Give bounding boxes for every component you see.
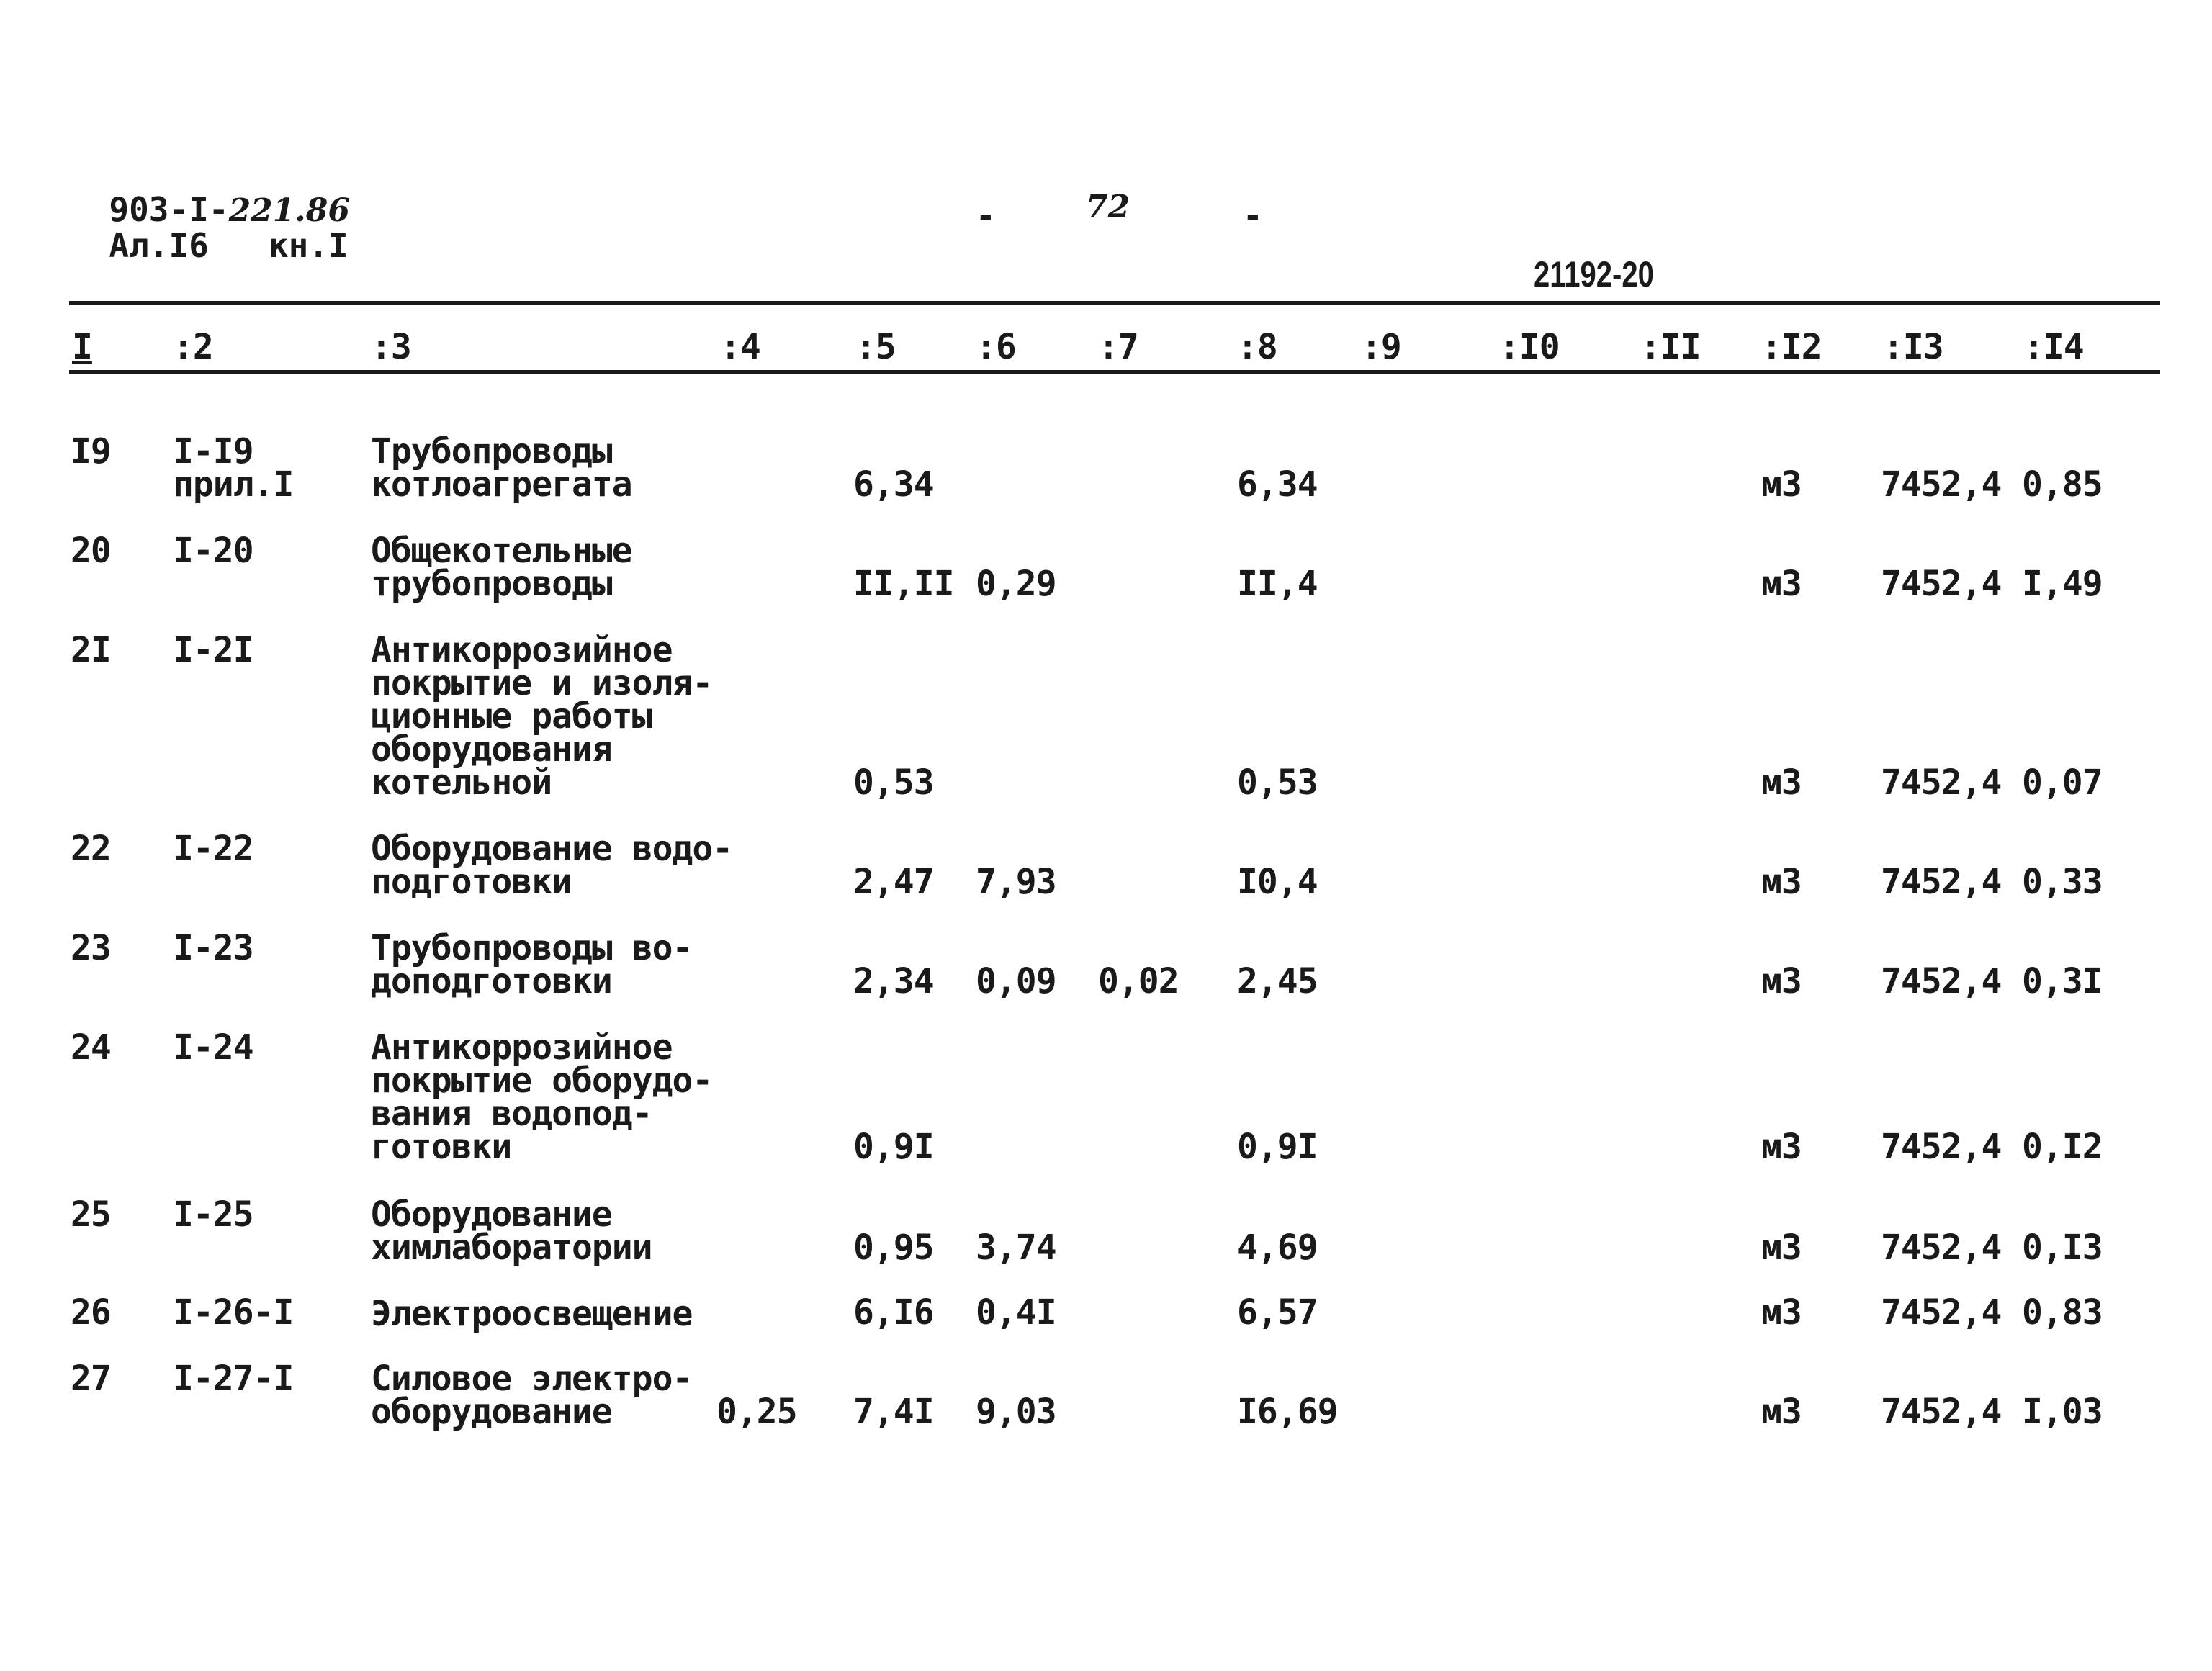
cell-c12: м3 — [1761, 961, 1802, 1001]
cell-c7: 0,02 — [1098, 961, 1179, 1001]
doc-code-prefix: 903-I- — [109, 190, 229, 229]
row-name-line2: покрытие оборудо- — [371, 1060, 713, 1101]
col-header-14: :I4 — [2023, 327, 2084, 367]
cell-c6: 7,93 — [976, 862, 1056, 902]
cell-c14: 0,85 — [2022, 464, 2103, 505]
cell-c5: 6,34 — [853, 464, 934, 505]
table-header-rule — [69, 370, 2160, 374]
row-name-line1: Антикоррозийное — [371, 1027, 673, 1068]
cell-c13: 7452,4 — [1881, 961, 2002, 1001]
col-header-2: :2 — [173, 327, 213, 367]
cell-c8: II,4 — [1237, 564, 1318, 604]
col-header-12: :I2 — [1761, 327, 1822, 367]
row-name-line3: вания водопод- — [371, 1094, 652, 1134]
row-name-line5: котельной — [371, 762, 552, 803]
cell-c14: 0,3I — [2022, 961, 2103, 1001]
cell-c8: 2,45 — [1237, 961, 1318, 1001]
col-header-11: :II — [1640, 327, 1701, 367]
cell-c5: 0,95 — [853, 1228, 934, 1268]
cell-c6: 3,74 — [976, 1228, 1056, 1268]
row-code: I-2I — [173, 630, 253, 670]
cell-c8: 4,69 — [1237, 1228, 1318, 1268]
row-name-line3: ционные работы — [371, 696, 652, 737]
cell-c6: 9,03 — [976, 1392, 1056, 1432]
cell-c14: 0,I2 — [2022, 1127, 2103, 1167]
row-code: I-23 — [173, 928, 253, 968]
sheet-book-line — [69, 196, 349, 265]
doc-code-handwritten: 221.86 — [228, 192, 350, 229]
sheet-label: Ал.I6 — [109, 226, 209, 265]
row-code-line2: прил.I — [173, 464, 294, 505]
col-header-13: :I3 — [1883, 327, 1943, 367]
cell-c6: 0,29 — [976, 564, 1056, 604]
cell-c13: 7452,4 — [1881, 1292, 2002, 1333]
row-name-line2: подготовки — [371, 862, 572, 902]
row-name-line2: трубопроводы — [371, 564, 612, 604]
row-code: I-26-I — [173, 1292, 294, 1333]
cell-c5: 2,34 — [853, 961, 934, 1001]
row-name-line1: Трубопроводы — [371, 431, 612, 472]
archive-number: 21192-20 — [1534, 254, 1654, 294]
row-number: 22 — [71, 829, 111, 869]
cell-c14: 0,33 — [2022, 862, 2103, 902]
cell-c8: I0,4 — [1237, 862, 1318, 902]
cell-c8: 6,57 — [1237, 1292, 1318, 1333]
row-name-line1: Трубопроводы во- — [371, 928, 693, 968]
table-top-rule — [69, 301, 2160, 305]
col-header-8: :8 — [1237, 327, 1277, 367]
row-number: 24 — [71, 1027, 111, 1068]
cell-c13: 7452,4 — [1881, 1392, 2002, 1432]
cell-c5: II,II — [853, 564, 954, 604]
page-number: 72 — [1086, 189, 1130, 225]
cell-c5: 2,47 — [853, 862, 934, 902]
row-name-line1: Силовое электро- — [371, 1359, 693, 1399]
row-code: I-20 — [173, 531, 253, 571]
cell-c14: 0,I3 — [2022, 1228, 2103, 1268]
col-header-1: I — [72, 327, 92, 367]
cell-c5: 6,I6 — [853, 1292, 934, 1333]
cell-c14: I,49 — [2022, 564, 2103, 604]
cell-c12: м3 — [1761, 1127, 1802, 1167]
cell-c12: м3 — [1761, 762, 1802, 803]
col-header-3: :3 — [371, 327, 411, 367]
row-name-line2: доподготовки — [371, 961, 612, 1001]
cell-c5: 0,53 — [853, 762, 934, 803]
cell-c12: м3 — [1761, 564, 1802, 604]
row-name-line2: котлоагрегата — [371, 464, 632, 505]
row-name-line2: покрытие и изоля- — [371, 663, 713, 703]
cell-c13: 7452,4 — [1881, 1127, 2002, 1167]
row-name-line1: Оборудование водо- — [371, 829, 733, 869]
col-header-9: :9 — [1361, 327, 1401, 367]
cell-c13: 7452,4 — [1881, 762, 2002, 803]
row-name-line1: Электроосвещение — [371, 1294, 693, 1334]
cell-c6: 0,09 — [976, 961, 1056, 1001]
col-header-10: :I0 — [1499, 327, 1560, 367]
page-dash-right: - — [1243, 196, 1263, 235]
cell-c6: 0,4I — [976, 1292, 1056, 1333]
cell-c8: 6,34 — [1237, 464, 1318, 505]
cell-c14: 0,83 — [2022, 1292, 2103, 1333]
row-name-line4: оборудования — [371, 729, 612, 770]
page-dash-left: - — [976, 196, 996, 235]
row-code: I-24 — [173, 1027, 253, 1068]
cell-c14: I,03 — [2022, 1392, 2103, 1432]
row-number: 26 — [71, 1292, 111, 1333]
cell-c12: м3 — [1761, 464, 1802, 505]
col-header-5: :5 — [855, 327, 896, 367]
cell-c8: I6,69 — [1237, 1392, 1338, 1432]
row-name-line2: оборудование — [371, 1392, 612, 1432]
cell-c4: 0,25 — [716, 1392, 797, 1432]
row-number: 25 — [71, 1194, 111, 1235]
row-name-line2: химлаборатории — [371, 1228, 652, 1268]
row-number: I9 — [71, 431, 111, 472]
cell-c13: 7452,4 — [1881, 1228, 2002, 1268]
row-code: I-22 — [173, 829, 253, 869]
row-number: 2I — [71, 630, 111, 670]
cell-c8: 0,53 — [1237, 762, 1318, 803]
cell-c5: 0,9I — [853, 1127, 934, 1167]
cell-c12: м3 — [1761, 1228, 1802, 1268]
row-code: I-I9 — [173, 431, 253, 472]
col-header-4: :4 — [720, 327, 760, 367]
cell-c13: 7452,4 — [1881, 464, 2002, 505]
row-name-line1: Антикоррозийное — [371, 630, 673, 670]
cell-c12: м3 — [1761, 1392, 1802, 1432]
cell-c14: 0,07 — [2022, 762, 2103, 803]
cell-c13: 7452,4 — [1881, 564, 2002, 604]
cell-c8: 0,9I — [1237, 1127, 1318, 1167]
row-code: I-25 — [173, 1194, 253, 1235]
row-number: 20 — [71, 531, 111, 571]
col-header-7: :7 — [1098, 327, 1138, 367]
row-name-line1: Общекотельные — [371, 531, 632, 571]
row-name-line1: Оборудование — [371, 1194, 612, 1235]
row-code: I-27-I — [173, 1359, 294, 1399]
row-number: 27 — [71, 1359, 111, 1399]
row-name-line4: готовки — [371, 1127, 512, 1167]
cell-c13: 7452,4 — [1881, 862, 2002, 902]
row-number: 23 — [71, 928, 111, 968]
cell-c5: 7,4I — [853, 1392, 934, 1432]
book-label: кн.I — [268, 226, 349, 265]
cell-c12: м3 — [1761, 1292, 1802, 1333]
col-header-6: :6 — [976, 327, 1016, 367]
cell-c12: м3 — [1761, 862, 1802, 902]
